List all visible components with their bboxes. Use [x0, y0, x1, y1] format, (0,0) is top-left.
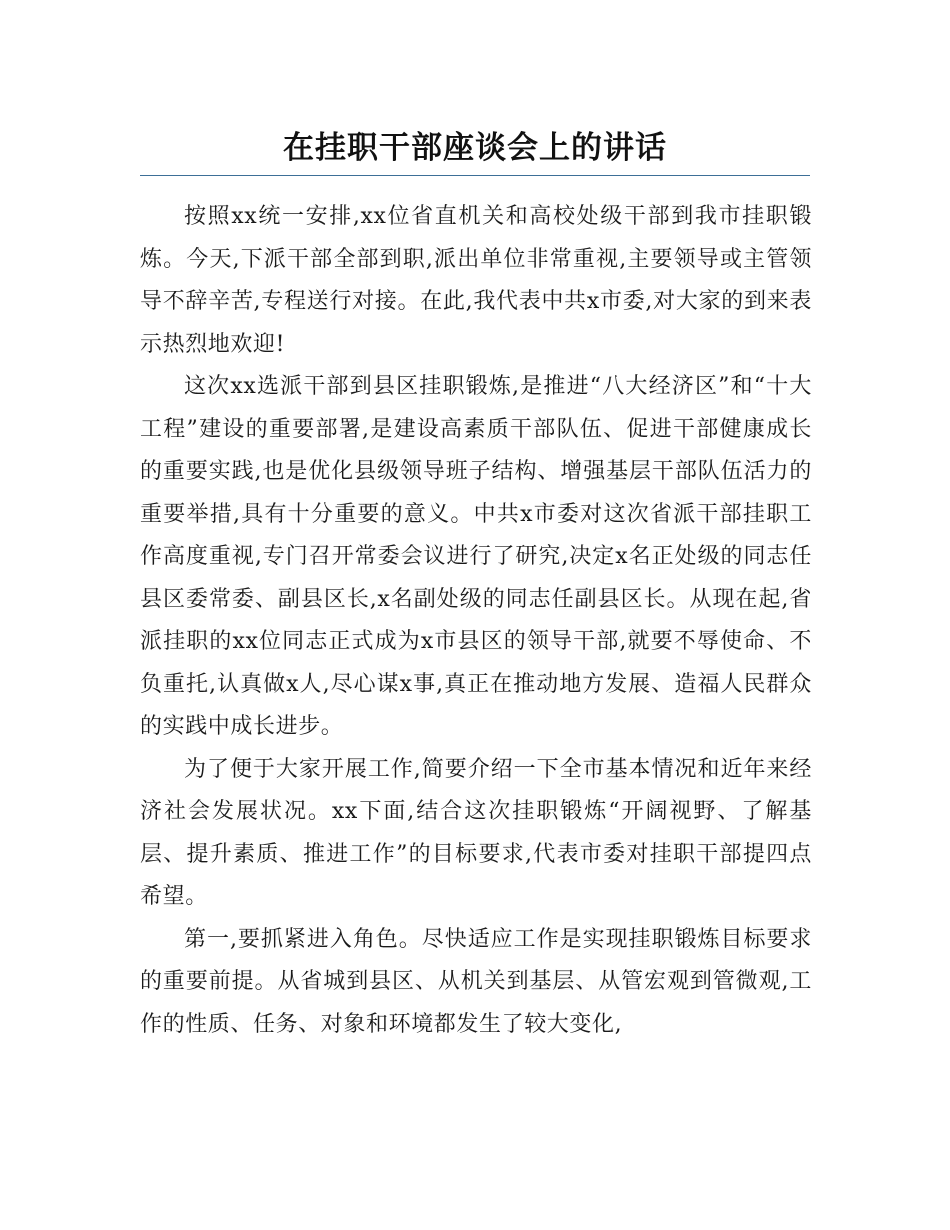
paragraph-4: 第一,要抓紧进入角色。尽快适应工作是实现挂职锻炼目标要求的重要前提。从省城到县区、从机关到基层、从管宏观到管微观,工作的性质、任务、对象和环境都发生了较大变化,	[140, 926, 812, 1037]
paragraph-1: 按照xx统一安排,xx位省直机关和高校处级干部到我市挂职锻炼。今天,下派干部全部到职,派出单位非常重视,主要领导或主管领导不辞辛苦,专程送行对接。在此,我代表中共x市委,对大家的到来表示热烈地欢迎!	[140, 204, 812, 357]
document-title: 在挂职干部座谈会上的讲话	[283, 130, 667, 166]
paragraph-3: 为了便于大家开展工作,简要介绍一下全市基本情况和近年来经济社会发展状况。xx下面,结合这次挂职锻炼“开阔视野、了解基层、提升素质、推进工作”的目标要求,代表市委对挂职干部提四点希望。	[140, 756, 812, 909]
document-body	[140, 196, 812, 1046]
title-underline	[140, 175, 810, 176]
paragraph-2: 这次xx选派干部到县区挂职锻炼,是推进“八大经济区”和“十大工程”建设的重要部署,是建设高素质干部队伍、促进干部健康成长的重要实践,也是优化县级领导班子结构、增强基层干部队伍活力的重要举措,具有十分重要的意义。中共x市委对这次省派干部挂职工作高度重视,专门召开常委会议进行了研究,决定x名正处级的同志任县区委常委、副县区长,x名副处级的同志任副县区长。从现在起,省派挂职的xx位同志正式成为x市县区的领导干部,就要不辱使命、不负重托,认真做x人,尽心谋x事,真正在推动地方发展、造福人民群众的实践中成长进步。	[140, 374, 812, 739]
